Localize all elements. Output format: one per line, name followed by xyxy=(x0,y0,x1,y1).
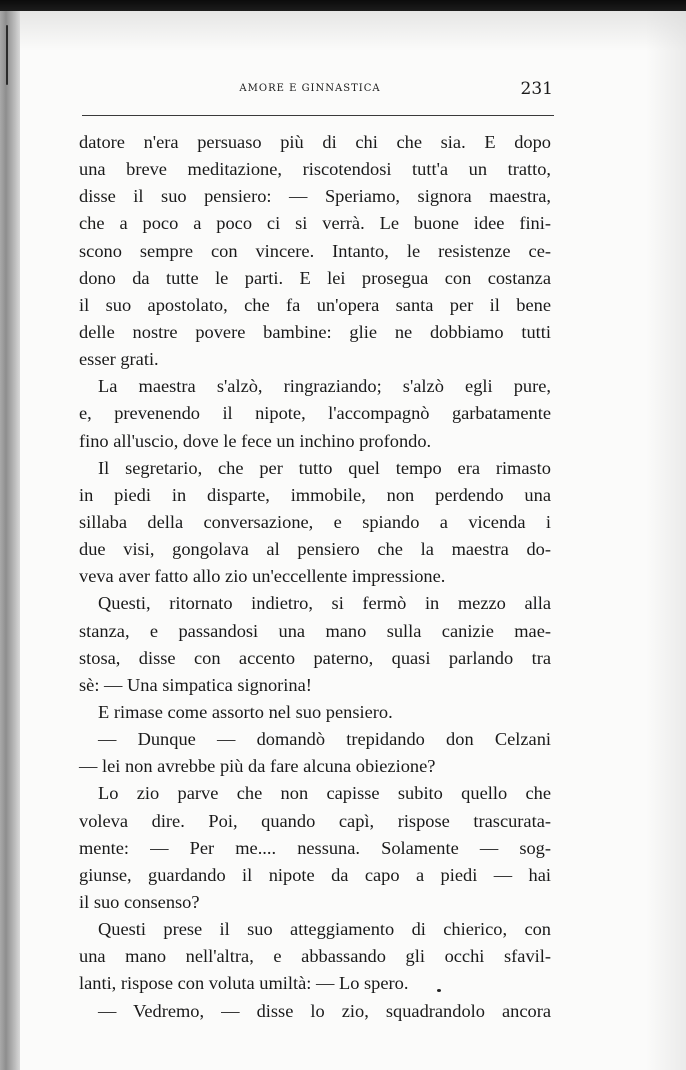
text-line: scono sempre con vincere. Intanto, le resistenze ce- xyxy=(79,240,551,261)
text-line: delle nostre povere bambine: glie ne dobbiamo tutti xyxy=(79,321,551,342)
text-line: mente: — Per me.... nessuna. Solamente — sog- xyxy=(79,837,551,858)
text-line: Il segretario, che per tutto quel tempo era rimasto xyxy=(98,457,551,478)
ink-speck xyxy=(437,989,441,992)
text-line: due visi, gongolava al pensiero che la maestra do- xyxy=(79,539,551,560)
text-line: il suo apostolato, che fa un'opera santa per il bene xyxy=(79,294,551,315)
gutter-mark xyxy=(6,25,8,85)
text-line: in piedi in disparte, immobile, non perdendo una xyxy=(79,484,551,505)
text-line: Lo zio parve che non capisse subito quello che xyxy=(98,783,551,804)
text-line: il suo consenso? xyxy=(79,891,200,912)
text-line: E rimase come assorto nel suo pensiero. xyxy=(98,701,393,722)
text-line: veva aver fatto allo zio un'eccellente impressione. xyxy=(79,566,446,587)
text-line: giunse, guardando il nipote da capo a piedi — hai xyxy=(79,864,551,885)
text-line: Questi prese il suo atteggiamento di chierico, con xyxy=(98,919,551,940)
text-line: — Vedremo, — disse lo zio, squadrandolo ancora xyxy=(98,1000,551,1021)
running-title: AMORE E GINNASTICA xyxy=(239,83,381,94)
body-text xyxy=(79,129,551,1025)
header-rule xyxy=(82,115,554,116)
text-line: — lei non avrebbe più da fare alcuna obiezione? xyxy=(79,756,436,777)
text-line: stanza, e passandosi una mano sulla canizie mae- xyxy=(79,620,551,641)
text-line: fino all'uscio, dove le fece un inchino profondo. xyxy=(79,430,432,451)
text-line: sillaba della conversazione, e spiando a vicenda i xyxy=(79,511,551,532)
text-line: una breve meditazione, riscotendosi tutt'a un tratto, xyxy=(79,159,551,180)
text-line: dono da tutte le parti. E lei prosegua con costanza xyxy=(79,267,551,288)
page-header xyxy=(80,80,555,100)
text-line: Questi, ritornato indietro, si fermò in mezzo alla xyxy=(98,593,551,614)
page-number: 231 xyxy=(520,79,553,99)
page-edge-shading xyxy=(646,11,686,1070)
text-line: voleva dire. Poi, quando capì, rispose trascurata- xyxy=(79,810,551,831)
text-line: sè: — Una simpatica signorina! xyxy=(79,674,312,695)
text-line: lanti, rispose con voluta umiltà: — Lo spero. xyxy=(79,973,409,994)
text-line: disse il suo pensiero: — Speriamo, signora maestra, xyxy=(79,186,551,207)
text-line: La maestra s'alzò, ringraziando; s'alzò egli pure, xyxy=(98,376,551,397)
book-gutter xyxy=(0,11,20,1070)
text-line: una mano nell'altra, e abbassando gli occhi sfavil- xyxy=(79,946,551,967)
text-line: stosa, disse con accento paterno, quasi parlando tra xyxy=(79,647,551,668)
text-line: — Dunque — domandò trepidando don Celzani xyxy=(98,729,551,750)
text-line: che a poco a poco ci si verrà. Le buone idee fini- xyxy=(79,213,551,234)
scan-top-shadow xyxy=(0,0,686,11)
text-line: e, prevenendo il nipote, l'accompagnò garbatamente xyxy=(79,403,551,424)
text-line: esser grati. xyxy=(79,349,159,370)
text-line: datore n'era persuaso più di chi che sia. E dopo xyxy=(79,132,551,152)
